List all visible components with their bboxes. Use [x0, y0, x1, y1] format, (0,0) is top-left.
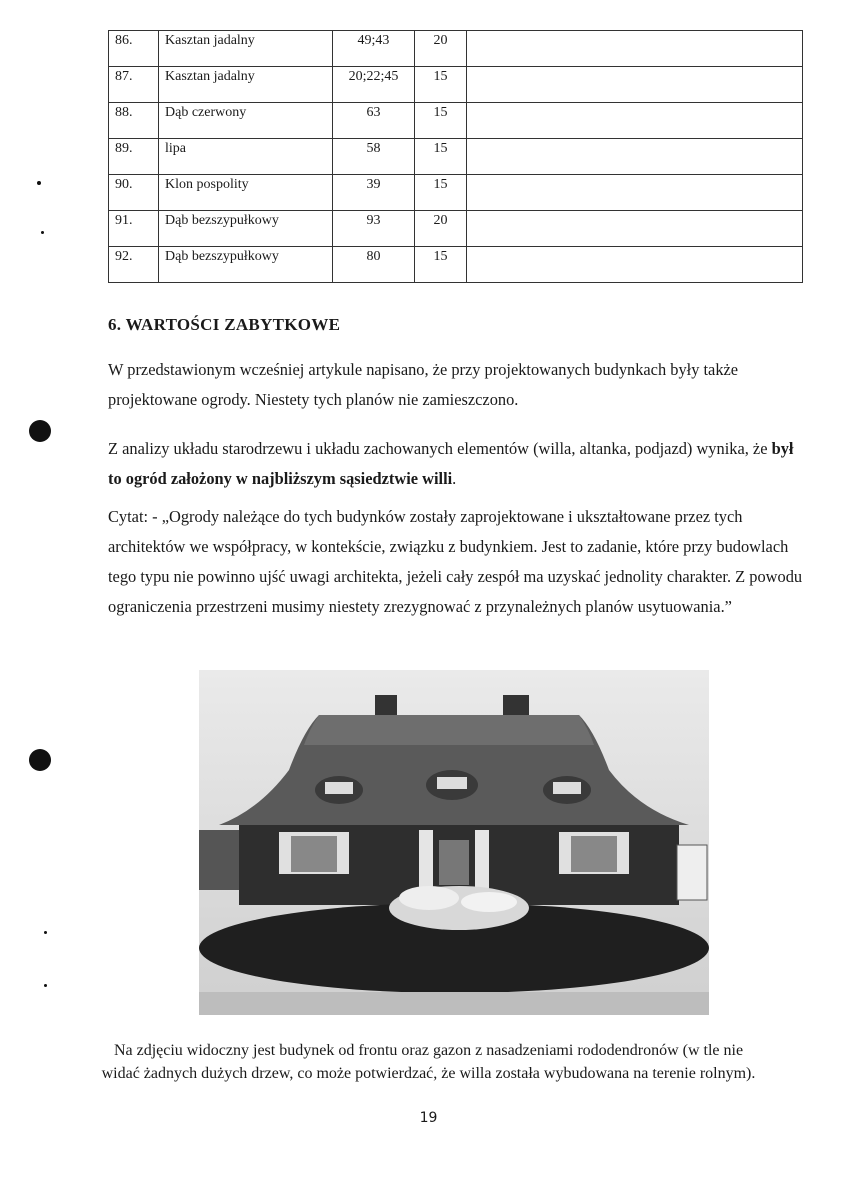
row-number: 92.	[109, 247, 159, 283]
row-number: 89.	[109, 139, 159, 175]
paragraph-2-end: .	[452, 469, 457, 488]
table-row	[109, 103, 803, 139]
row-number: 91.	[109, 211, 159, 247]
binder-hole	[29, 420, 51, 442]
notes	[467, 103, 803, 139]
tree-species: Dąb bezszypułkowy	[159, 247, 333, 283]
row-number: 87.	[109, 67, 159, 103]
paragraph-2-bold: był to ogród założony w najbliższym sąsiedztwie willi	[108, 439, 794, 488]
tree-height: 15	[415, 103, 467, 139]
quote-paragraph: Cytat: - „Ogrody należące do tych budynków zostały zaprojektowane i ukształtowane przez tych architektów we współpracy, w kontekście, związku z budynkiem. Jest to zadanie, które przy budowlach tego typu nie powinno ujść uwagi architekta, jeżeli cały zespół ma uzyskać jednolity charakter. Z powodu ograniczenia przestrzeni musimy niestety zrezygnować z przynależnych planów usytuowania.”	[108, 507, 803, 616]
tree-height: 20	[415, 31, 467, 67]
scan-dot	[37, 181, 41, 185]
row-number: 86.	[109, 31, 159, 67]
tree-height: 20	[415, 211, 467, 247]
table-row	[109, 175, 803, 211]
trunk-circumference: 80	[333, 247, 415, 283]
trunk-circumference: 63	[333, 103, 415, 139]
villa-photo	[199, 670, 709, 1015]
tree-height: 15	[415, 139, 467, 175]
row-number: 88.	[109, 103, 159, 139]
table-row	[109, 31, 803, 67]
trunk-circumference: 39	[333, 175, 415, 211]
trunk-circumference: 58	[333, 139, 415, 175]
scan-dot	[44, 984, 47, 987]
table-row	[109, 67, 803, 103]
tree-height: 15	[415, 247, 467, 283]
trunk-circumference: 93	[333, 211, 415, 247]
paragraph-2-start: Z analizy układu starodrzewu i układu zachowanych elementów (willa, altanka, podjazd) wynika, że	[108, 439, 772, 458]
tree-species: Kasztan jadalny	[159, 67, 333, 103]
tree-table	[108, 30, 803, 283]
tree-height: 15	[415, 67, 467, 103]
binder-hole	[29, 749, 51, 771]
notes	[467, 247, 803, 283]
tree-species: Klon pospolity	[159, 175, 333, 211]
tree-height: 15	[415, 175, 467, 211]
page-number: 19	[419, 1110, 438, 1126]
photo-caption: Na zdjęciu widoczny jest budynek od frontu oraz gazon z nasadzeniami rododendronów (w tle nie widać żadnych dużych drzew, co może potwierdzać, że willa została wybudowana na terenie rolnym).	[101, 1042, 756, 1082]
section-heading: 6. WARTOŚCI ZABYTKOWE	[108, 315, 341, 334]
tree-species: Kasztan jadalny	[159, 31, 333, 67]
table-row	[109, 247, 803, 283]
table-row	[109, 139, 803, 175]
trunk-circumference: 49;43	[333, 31, 415, 67]
row-number: 90.	[109, 175, 159, 211]
trunk-circumference: 20;22;45	[333, 67, 415, 103]
notes	[467, 211, 803, 247]
scan-dot	[44, 931, 47, 934]
notes	[467, 139, 803, 175]
tree-species: Dąb czerwony	[159, 103, 333, 139]
table-row	[109, 211, 803, 247]
notes	[467, 175, 803, 211]
paragraph-2	[108, 434, 808, 494]
notes	[467, 67, 803, 103]
scan-dot	[41, 231, 44, 234]
notes	[467, 31, 803, 67]
tree-species: Dąb bezszypułkowy	[159, 211, 333, 247]
paragraph-1: W przedstawionym wcześniej artykule napisano, że przy projektowanych budynkach były także projektowane ogrody. Niestety tych planów nie zamieszczono.	[108, 360, 739, 409]
tree-species: lipa	[159, 139, 333, 175]
